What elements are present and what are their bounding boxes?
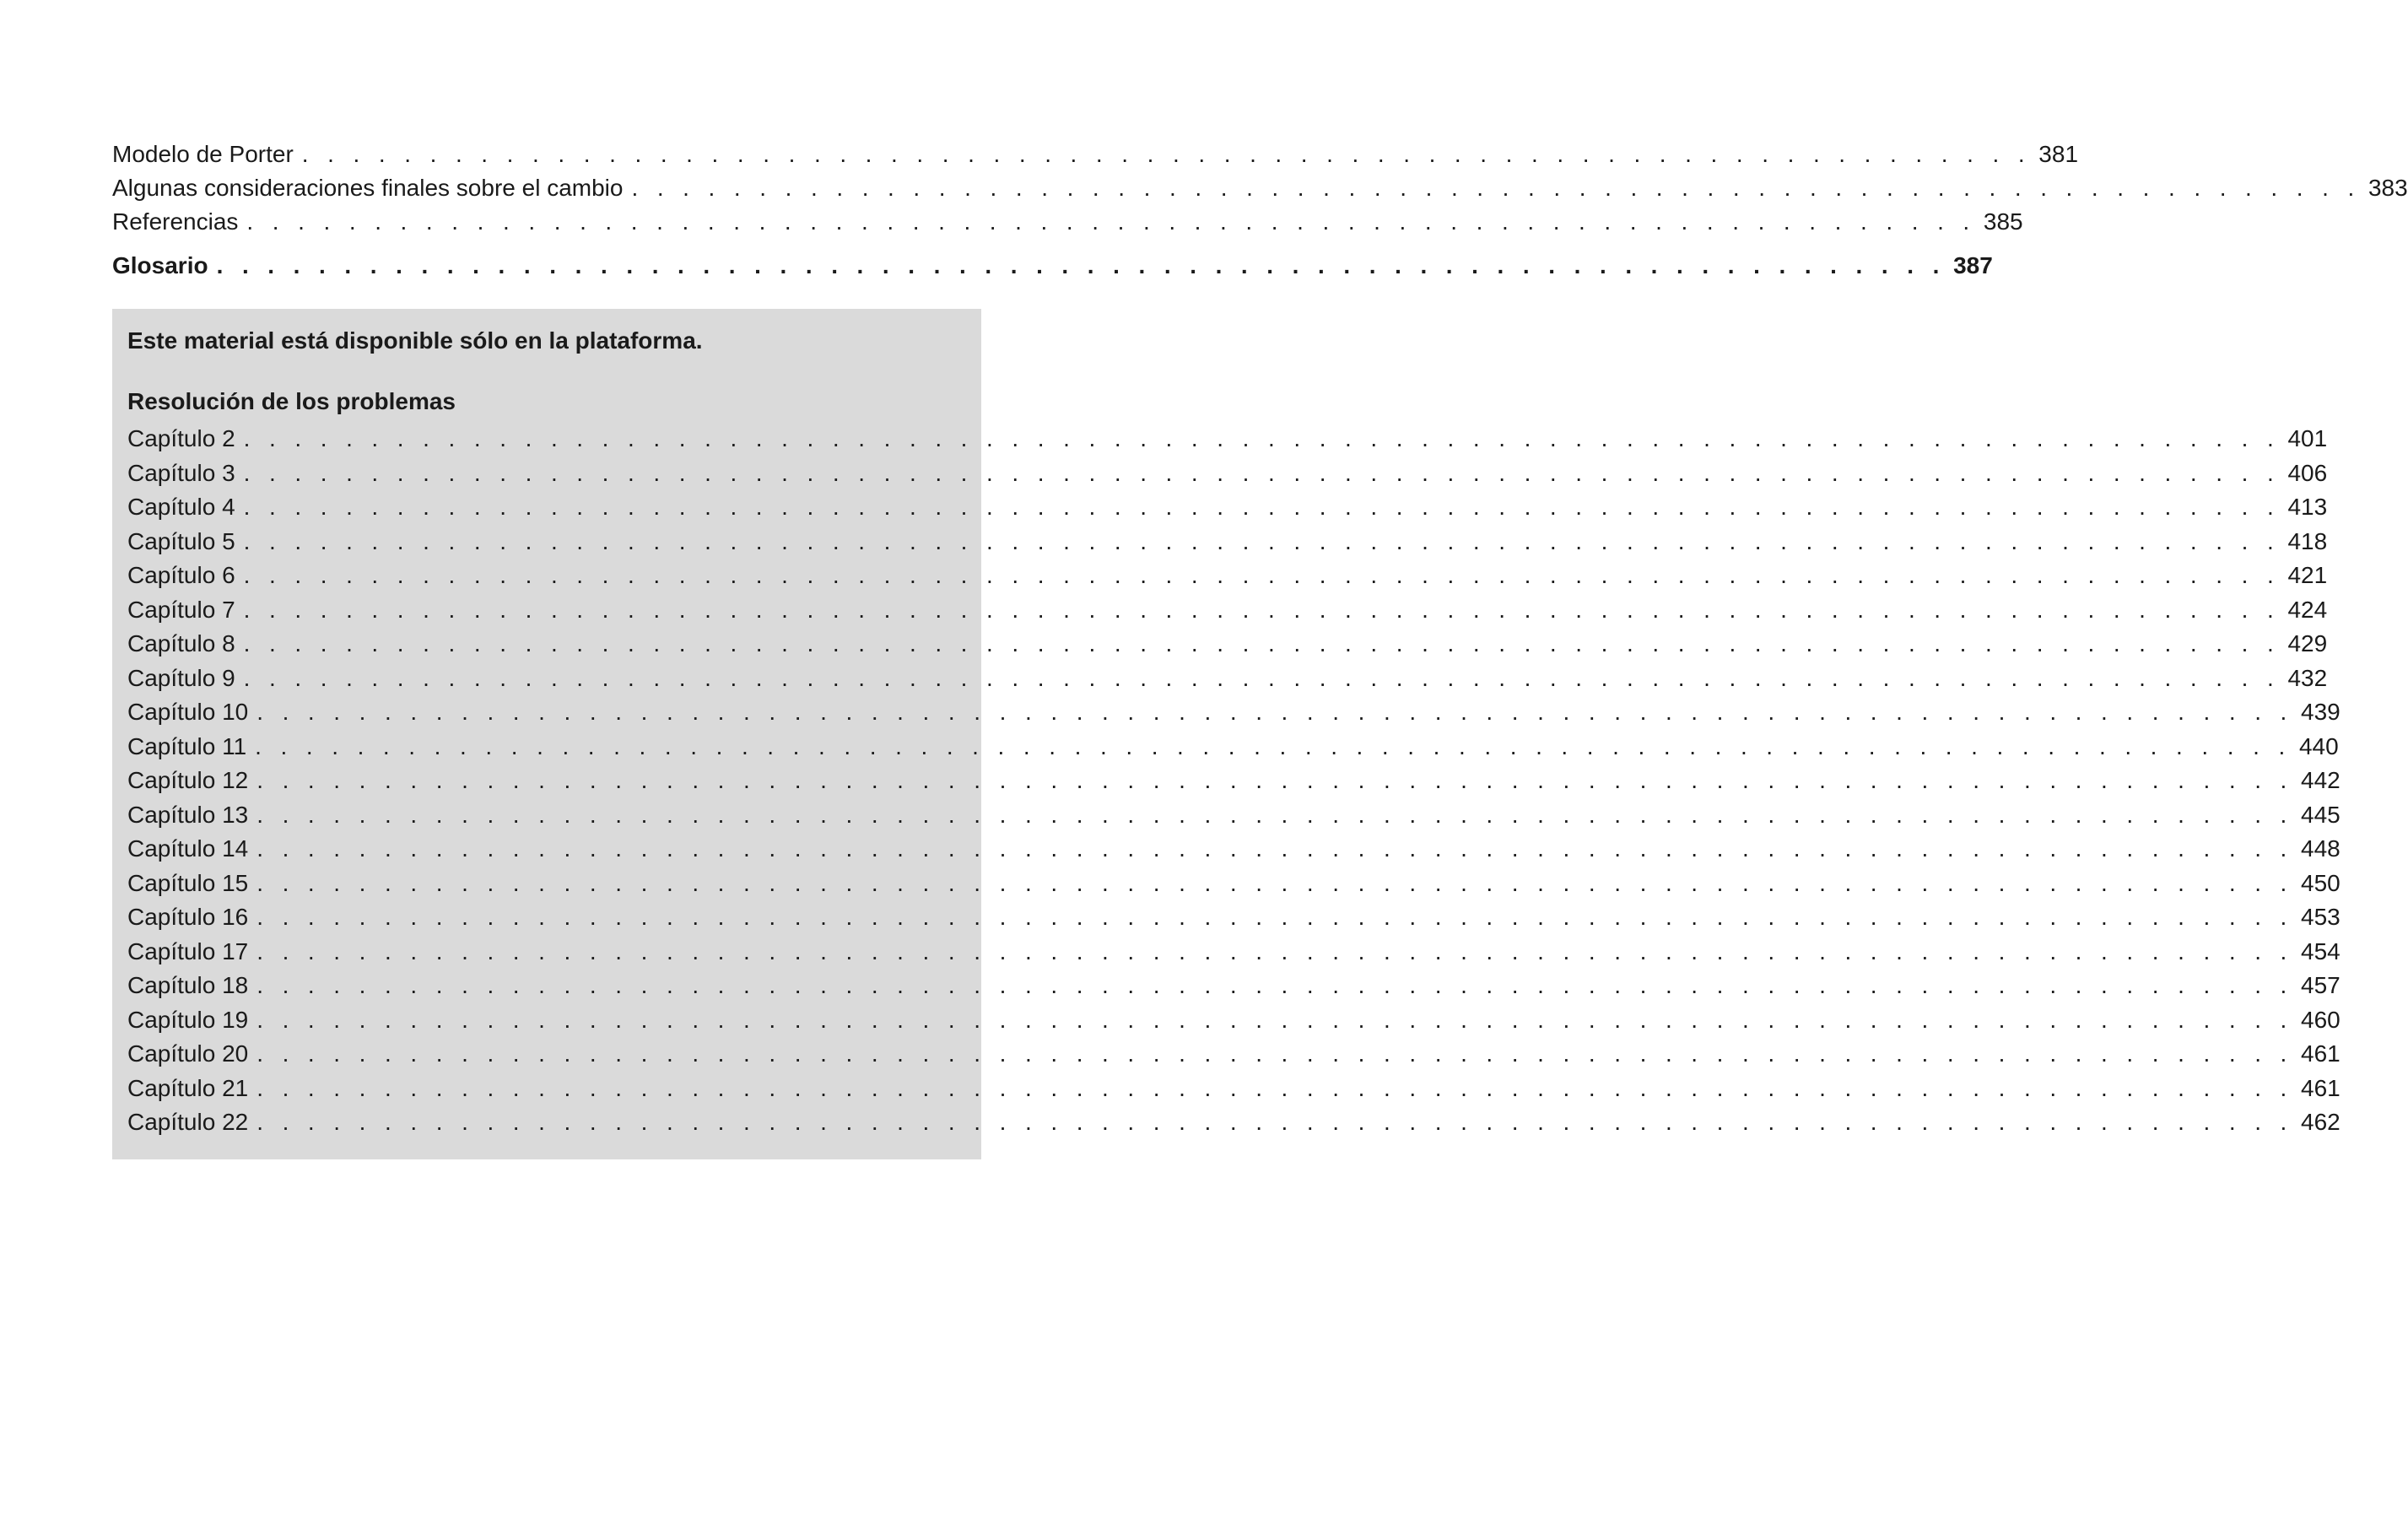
chapter-title: Capítulo 15 [127, 869, 249, 896]
chapter-title: Capítulo 22 [127, 1109, 249, 1135]
chapter-title: Capítulo 13 [127, 801, 249, 828]
dot-leader: . . . . . . . . . . . . . . . . . . . . . . . . . . . . . . . . . . . . . . . . . . . . . . . . . . . . . . . . . . . . . . . . . . . . . . . . . . . . . . . . [256, 869, 2293, 896]
dot-leader: . . . . . . . . . . . . . . . . . . . . . . . . . . . . . . . . . . . . . . . . . . . . . . . . . . . . . . . . . . . . . . . . . . . . . . . . . . . . . . . . [243, 527, 2281, 554]
chapter-page: 457 [2301, 972, 2341, 998]
chapter-page: 461 [2301, 1074, 2341, 1101]
toc-entry[interactable] [112, 138, 2079, 171]
chapter-entry[interactable] [127, 730, 2339, 764]
toc-entry-page: 383 [2368, 175, 2408, 201]
chapter-page: 406 [2287, 459, 2328, 486]
dot-leader: . . . . . . . . . . . . . . . . . . . . . . . . . . . . . . . . . . . . . . . . . . . . . . . . . . . . . . . . . . . . . . . . . . . . . . . . . . . . . . . . [256, 699, 2293, 725]
chapter-page: 429 [2287, 630, 2328, 656]
dot-leader: . . . . . . . . . . . . . . . . . . . . . . . . . . . . . . . . . . . . . . . . . . . . . . . . . . . . . . . . . . . . . . . . . . . . [216, 252, 1946, 278]
chapter-page: 440 [2298, 732, 2339, 759]
chapter-entry[interactable] [127, 969, 2341, 1003]
chapter-title: Capítulo 2 [127, 425, 235, 451]
dot-leader: . . . . . . . . . . . . . . . . . . . . . . . . . . . . . . . . . . . . . . . . . . . . . . . . . . . . . . . . . . . . . . . . . . . . . . . . . . . . . . . . [256, 1006, 2293, 1033]
chapter-title: Capítulo 8 [127, 630, 235, 656]
chapter-title: Capítulo 19 [127, 1006, 249, 1033]
dot-leader: . . . . . . . . . . . . . . . . . . . . . . . . . . . . . . . . . . . . . . . . . . . . . . . . . . . . . . . . . . . . . . . . . . . . . . . . . . . . . . . . [256, 767, 2293, 793]
dot-leader: . . . . . . . . . . . . . . . . . . . . . . . . . . . . . . . . . . . . . . . . . . . . . . . . . . . . . . . . . . . . . . . . . . . . . . . . . . . . . . . . [255, 732, 2292, 759]
chapter-entry[interactable] [127, 559, 2328, 593]
chapter-title: Capítulo 9 [127, 664, 235, 691]
dot-leader: . . . . . . . . . . . . . . . . . . . . . . . . . . . . . . . . . . . . . . . . . . . . . . . . . . . . . . . . . . . . . . . . . . . . . . . . . . . . . . . . [243, 664, 2281, 691]
section-heading: Resolución de los problemas [127, 388, 456, 414]
chapter-entry[interactable] [127, 695, 2341, 730]
chapter-page: 462 [2301, 1109, 2341, 1135]
chapter-entry[interactable] [127, 832, 2341, 867]
dot-leader: . . . . . . . . . . . . . . . . . . . . . . . . . . . . . . . . . . . . . . . . . . . . . . . . . . . . . . . . . . . . . . . . . . . . . . . . . . . . . . . . [243, 425, 2281, 451]
toc-entry-title: Algunas consideraciones finales sobre el cambio [112, 175, 624, 201]
dot-leader: . . . . . . . . . . . . . . . . . . . . . . . . . . . . . . . . . . . . . . . . . . . . . . . . . . . . . . . . . . . . . . . . . . . . [246, 208, 1976, 235]
chapter-entry[interactable] [127, 662, 2328, 696]
chapter-title: Capítulo 5 [127, 527, 235, 554]
chapter-title: Capítulo 11 [127, 732, 247, 759]
table-of-contents [112, 138, 2408, 283]
chapter-page: 401 [2287, 425, 2328, 451]
chapter-page: 450 [2301, 869, 2341, 896]
chapter-entry[interactable] [127, 867, 2341, 901]
chapter-entry[interactable] [127, 1037, 2341, 1072]
chapter-page: 445 [2301, 801, 2341, 828]
chapter-entry[interactable] [127, 627, 2328, 662]
dot-leader: . . . . . . . . . . . . . . . . . . . . . . . . . . . . . . . . . . . . . . . . . . . . . . . . . . . . . . . . . . . . . . . . . . . . . . . . . . . . . . . . [256, 1074, 2293, 1101]
chapter-entry[interactable] [127, 593, 2328, 628]
toc-entry-page: 381 [2038, 141, 2079, 167]
toc-entry-page: 385 [1983, 208, 2023, 235]
dot-leader: . . . . . . . . . . . . . . . . . . . . . . . . . . . . . . . . . . . . . . . . . . . . . . . . . . . . . . . . . . . . . . . . . . . . . . . . . . . . . . . . [256, 1040, 2293, 1067]
chapter-title: Capítulo 17 [127, 937, 249, 964]
chapter-page: 442 [2301, 767, 2341, 793]
dot-leader: . . . . . . . . . . . . . . . . . . . . . . . . . . . . . . . . . . . . . . . . . . . . . . . . . . . . . . . . . . . . . . . . . . . . . . . . . . . . . . . . [243, 630, 2281, 656]
toc-entry-title: Glosario [112, 252, 208, 278]
dot-leader: . . . . . . . . . . . . . . . . . . . . . . . . . . . . . . . . . . . . . . . . . . . . . . . . . . . . . . . . . . . . . . . . . . . . . . . . . . . . . . . . [243, 562, 2281, 588]
chapter-entry[interactable] [127, 935, 2341, 970]
chapter-page: 461 [2301, 1040, 2341, 1067]
platform-only-panel [112, 309, 2341, 1159]
chapter-entry[interactable] [127, 490, 2328, 525]
chapter-title: Capítulo 21 [127, 1074, 249, 1101]
chapter-title: Capítulo 16 [127, 904, 249, 930]
dot-leader: . . . . . . . . . . . . . . . . . . . . . . . . . . . . . . . . . . . . . . . . . . . . . . . . . . . . . . . . . . . . . . . . . . . . . . . . . . . . . . . . [256, 835, 2293, 862]
chapter-entry[interactable] [127, 1105, 2341, 1140]
chapter-page: 424 [2287, 596, 2328, 623]
chapter-title: Capítulo 18 [127, 972, 249, 998]
dot-leader: . . . . . . . . . . . . . . . . . . . . . . . . . . . . . . . . . . . . . . . . . . . . . . . . . . . . . . . . . . . . . . . . . . . . . . . . . . . . . . . . [256, 972, 2293, 998]
dot-leader: . . . . . . . . . . . . . . . . . . . . . . . . . . . . . . . . . . . . . . . . . . . . . . . . . . . . . . . . . . . . . . . . . . . . . . . . . . . . . . . . [243, 459, 2281, 486]
chapter-entry[interactable] [127, 764, 2341, 798]
chapter-page: 418 [2287, 527, 2328, 554]
chapter-title: Capítulo 6 [127, 562, 235, 588]
chapter-title: Capítulo 20 [127, 1040, 249, 1067]
chapter-title: Capítulo 4 [127, 494, 235, 520]
chapter-entry[interactable] [127, 422, 2328, 457]
chapter-entry[interactable] [127, 900, 2341, 935]
toc-entry-page: 387 [1953, 252, 1993, 278]
chapter-entry[interactable] [127, 457, 2328, 491]
toc-entry-title: Modelo de Porter [112, 141, 294, 167]
chapter-entry[interactable] [127, 525, 2328, 559]
chapter-page: 454 [2301, 937, 2341, 964]
toc-entry-glossary[interactable] [112, 249, 1993, 283]
dot-leader: . . . . . . . . . . . . . . . . . . . . . . . . . . . . . . . . . . . . . . . . . . . . . . . . . . . . . . . . . . . . . . . . . . . . [631, 175, 2361, 201]
platform-note: Este material está disponible sólo en la plataforma. [127, 327, 703, 354]
chapter-title: Capítulo 3 [127, 459, 235, 486]
dot-leader: . . . . . . . . . . . . . . . . . . . . . . . . . . . . . . . . . . . . . . . . . . . . . . . . . . . . . . . . . . . . . . . . . . . . . . . . . . . . . . . . [256, 937, 2293, 964]
chapter-entry[interactable] [127, 1003, 2341, 1038]
dot-leader: . . . . . . . . . . . . . . . . . . . . . . . . . . . . . . . . . . . . . . . . . . . . . . . . . . . . . . . . . . . . . . . . . . . . . . . . . . . . . . . . [256, 801, 2293, 828]
chapter-list [127, 422, 2341, 1140]
toc-entry-title: Referencias [112, 208, 239, 235]
chapter-page: 448 [2301, 835, 2341, 862]
dot-leader: . . . . . . . . . . . . . . . . . . . . . . . . . . . . . . . . . . . . . . . . . . . . . . . . . . . . . . . . . . . . . . . . . . . . . . . . . . . . . . . . [256, 1109, 2293, 1135]
chapter-title: Capítulo 14 [127, 835, 249, 862]
dot-leader: . . . . . . . . . . . . . . . . . . . . . . . . . . . . . . . . . . . . . . . . . . . . . . . . . . . . . . . . . . . . . . . . . . . . . . . . . . . . . . . . [243, 596, 2281, 623]
chapter-entry[interactable] [127, 1072, 2341, 1106]
chapter-title: Capítulo 12 [127, 767, 249, 793]
dot-leader: . . . . . . . . . . . . . . . . . . . . . . . . . . . . . . . . . . . . . . . . . . . . . . . . . . . . . . . . . . . . . . . . . . . . [301, 141, 2032, 167]
chapter-page: 413 [2287, 494, 2328, 520]
chapter-page: 453 [2301, 904, 2341, 930]
toc-entry[interactable] [112, 171, 2408, 205]
chapter-page: 432 [2287, 664, 2328, 691]
chapter-title: Capítulo 7 [127, 596, 235, 623]
chapter-page: 421 [2287, 562, 2328, 588]
chapter-title: Capítulo 10 [127, 699, 249, 725]
toc-entry[interactable] [112, 205, 2023, 239]
chapter-page: 460 [2301, 1006, 2341, 1033]
chapter-entry[interactable] [127, 798, 2341, 833]
chapter-page: 439 [2301, 699, 2341, 725]
dot-leader: . . . . . . . . . . . . . . . . . . . . . . . . . . . . . . . . . . . . . . . . . . . . . . . . . . . . . . . . . . . . . . . . . . . . . . . . . . . . . . . . [243, 494, 2281, 520]
dot-leader: . . . . . . . . . . . . . . . . . . . . . . . . . . . . . . . . . . . . . . . . . . . . . . . . . . . . . . . . . . . . . . . . . . . . . . . . . . . . . . . . [256, 904, 2293, 930]
